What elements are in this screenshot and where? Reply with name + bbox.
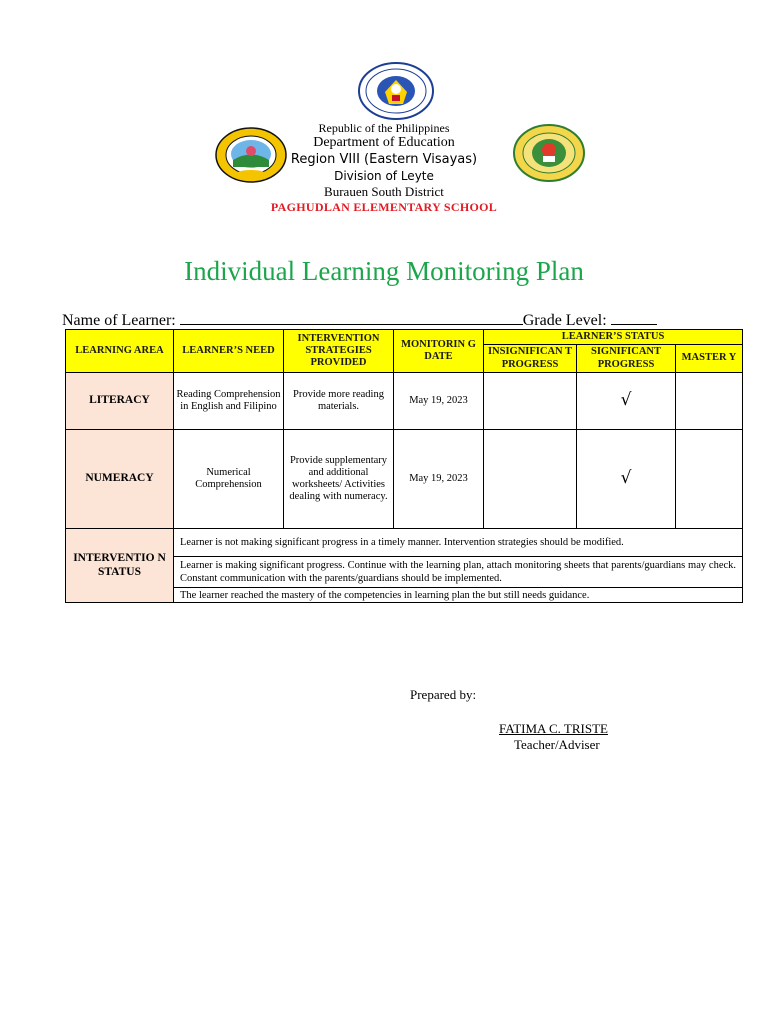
mastery-cell[interactable]	[676, 373, 743, 430]
department-text: Department of Education	[313, 135, 455, 150]
status-option-significant: Learner is making significant progress. Continue with the learning plan, attach monitoring sheets that parents/guardians may check. Constant communication with the parents/guardians should be implemented.	[174, 557, 743, 588]
teacher-role: Teacher/Adviser	[514, 737, 600, 752]
status-option-insignificant: Learner is not making significant progress in a timely manner. Intervention strategies should be modified.	[174, 529, 743, 557]
header-mastery: MASTER Y	[676, 345, 743, 373]
intervention-status-label: INTERVENTIO N STATUS	[66, 529, 174, 603]
school-name: PAGHUDLAN ELEMENTARY SCHOOL	[270, 200, 498, 214]
need-cell: Numerical Comprehension	[174, 430, 284, 529]
significant-check[interactable]: √	[577, 373, 676, 430]
learner-name-blank[interactable]	[180, 310, 523, 325]
grade-level-blank[interactable]	[611, 310, 657, 325]
grade-level-label: Grade Level:	[522, 312, 611, 329]
insignificant-cell[interactable]	[484, 373, 577, 430]
learner-name-label: Name of Learner:	[62, 312, 180, 329]
document-title: Individual Learning Monitoring Plan	[184, 256, 584, 286]
insignificant-cell[interactable]	[484, 430, 577, 529]
header-significant: SIGNIFICANT PROGRESS	[577, 345, 676, 373]
header-monitoring-date: MONITORIN G DATE	[394, 330, 484, 373]
date-cell: May 19, 2023	[394, 430, 484, 529]
header-learning-area: LEARNING AREA	[66, 330, 174, 373]
region-text: Region VIII (Eastern Visayas)	[290, 152, 478, 167]
need-cell: Reading Comprehension in English and Filipino	[174, 373, 284, 430]
date-cell: May 19, 2023	[394, 373, 484, 430]
deped-seal-logo	[358, 62, 434, 120]
mastery-cell[interactable]	[676, 430, 743, 529]
monitoring-plan-table	[65, 329, 743, 603]
division-text: Division of Leyte	[334, 169, 434, 183]
learner-line	[62, 310, 657, 330]
area-cell: LITERACY	[66, 373, 174, 430]
table-row	[66, 373, 743, 430]
status-option-mastery: The learner reached the mastery of the competencies in learning plan the but still needs guidance.	[174, 588, 743, 603]
intervention-cell: Provide more reading materials.	[284, 373, 394, 430]
header-learners-status: LEARNER’S STATUS	[484, 330, 743, 345]
header-intervention: INTERVENTION STRATEGIES PROVIDED	[284, 330, 394, 373]
header-insignificant: INSIGNIFICAN T PROGRESS	[484, 345, 577, 373]
district-text: Burauen South District	[324, 184, 444, 199]
teacher-name: FATIMA C. TRISTE	[499, 721, 608, 736]
header-learners-need: LEARNER’S NEED	[174, 330, 284, 373]
significant-check[interactable]: √	[577, 430, 676, 529]
table-row	[66, 430, 743, 529]
republic-text: Republic of the Philippines	[318, 121, 450, 135]
area-cell: NUMERACY	[66, 430, 174, 529]
prepared-by-label: Prepared by:	[410, 687, 477, 702]
intervention-cell: Provide supplementary and additional worksheets/ Activities dealing with numeracy.	[284, 430, 394, 529]
